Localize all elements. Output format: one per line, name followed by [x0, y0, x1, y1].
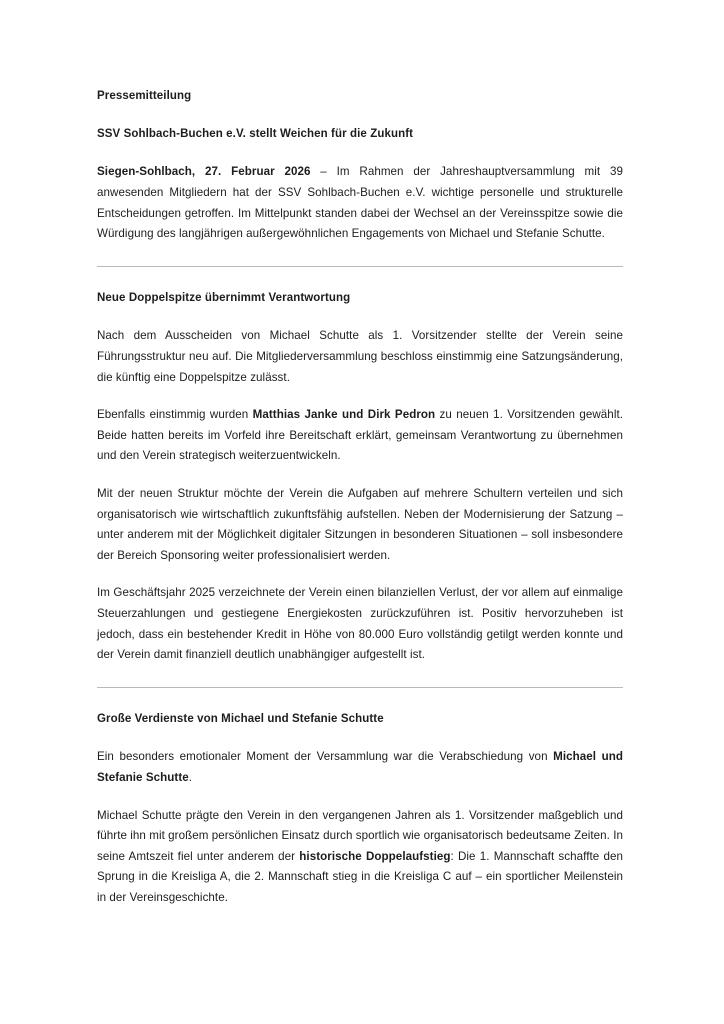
- section-two-paragraph-1-lead: Ein besonders emotionaler Moment der Versammlung war die Verabschiedung von: [97, 750, 554, 764]
- historic-double-promotion-highlight: historische Doppelaufstieg: [299, 849, 451, 863]
- section-two-paragraph-1-tail: .: [188, 770, 193, 784]
- section-new-leadership: [97, 290, 623, 666]
- dateline: Siegen-Sohlbach, 27. Februar 2026: [97, 165, 311, 179]
- section-one-paragraph-4: Im Geschäftsjahr 2025 verzeichnete der Verein einen bilanziellen Verlust, der vor allem auf einmalige Steuerzahlungen und gestiegene Energiekosten zurückzuführen ist. Positiv hervorzuheben ist jedoch, dass ein bestehender Kredit in Höhe von 80.000 Euro vollständig getilgt werden konnte und der Verein damit finanziell deutlich unabhängiger aufgestellt ist.: [97, 586, 623, 662]
- section-one-paragraph-2-lead: Ebenfalls einstimmig wurden: [97, 408, 253, 422]
- section-heading-new-leadership: Neue Doppelspitze übernimmt Verantwortung: [97, 291, 351, 304]
- section-one-paragraph-2-tail: zu neuen 1. Vorsitzenden gewählt. Beide hatten bereits im Vorfeld ihre Bereitschaft erklärt, gemeinsam Verantwortung zu übernehmen und den Verein strategisch weiterzuentwickeln.: [97, 408, 624, 463]
- document-content: [97, 88, 623, 909]
- dateline-separator: –: [310, 165, 337, 179]
- section-two-paragraph-1: [97, 747, 623, 788]
- section-merits: [97, 711, 623, 909]
- section-one-paragraph-2: [97, 405, 623, 467]
- lede-paragraph: [97, 162, 623, 244]
- lede-body-text: Im Rahmen der Jahreshauptversammlung mit 39 anwesenden Mitgliedern hat der SSV Sohlbach-Buchen e.V. wichtige personelle und strukturelle Entscheidungen getroffen. Im Mittelpunkt standen dabei der Wechsel an der Vereinsspitze sowie die Würdigung des langjährigen außergewöhnlichen Engagements von Michael und Stefanie Schutte.: [97, 165, 623, 241]
- section-two-paragraph-2-lead: Michael Schutte prägte den Verein in den vergangenen Jahren als 1. Vorsitzender maßgeblich und führte ihn mit großem persönlichen Einsatz durch sportlich wie organisatorisch bedeutsame Zeiten. In seine Amtszeit fiel unter anderem der: [97, 808, 623, 863]
- document-kicker: Pressemitteilung: [97, 90, 192, 102]
- section-divider-two: [97, 687, 623, 688]
- honoured-couple-names: Michael und Stefanie Schutte: [97, 750, 623, 784]
- section-divider-one: [97, 266, 623, 267]
- section-heading-merits: Große Verdienste von Michael und Stefanie Schutte: [97, 712, 384, 725]
- section-one-paragraph-3: Mit der neuen Struktur möchte der Verein die Aufgaben auf mehrere Schultern verteilen und sich organisatorisch wie wirtschaftlich zukunftsfähig aufstellen. Neben der Modernisierung der Satzung – unter anderem mit der Möglichkeit digitaler Sitzungen in besonderen Situationen – soll insbesondere der Bereich Sponsoring weiter professionalisiert werden.: [97, 486, 623, 562]
- section-two-paragraph-2-tail: : Die 1. Mannschaft schaffte den Sprung in die Kreisliga A, die 2. Mannschaft stieg in die Kreisliga C auf – ein sportlicher Meilenstein in der Vereinsgeschichte.: [97, 849, 623, 904]
- section-one-paragraph-1: Nach dem Ausscheiden von Michael Schutte als 1. Vorsitzender stellte der Verein seine Führungsstruktur neu auf. Die Mitgliederversammlung beschloss einstimmig eine Satzungsänderung, die künftig eine Doppelspitze zulässt.: [97, 329, 623, 384]
- section-two-paragraph-2: [97, 806, 623, 909]
- new-chairmen-names: Matthias Janke und Dirk Pedron: [252, 408, 436, 422]
- page-title: SSV Sohlbach-Buchen e.V. stellt Weichen für die Zukunft: [97, 127, 414, 140]
